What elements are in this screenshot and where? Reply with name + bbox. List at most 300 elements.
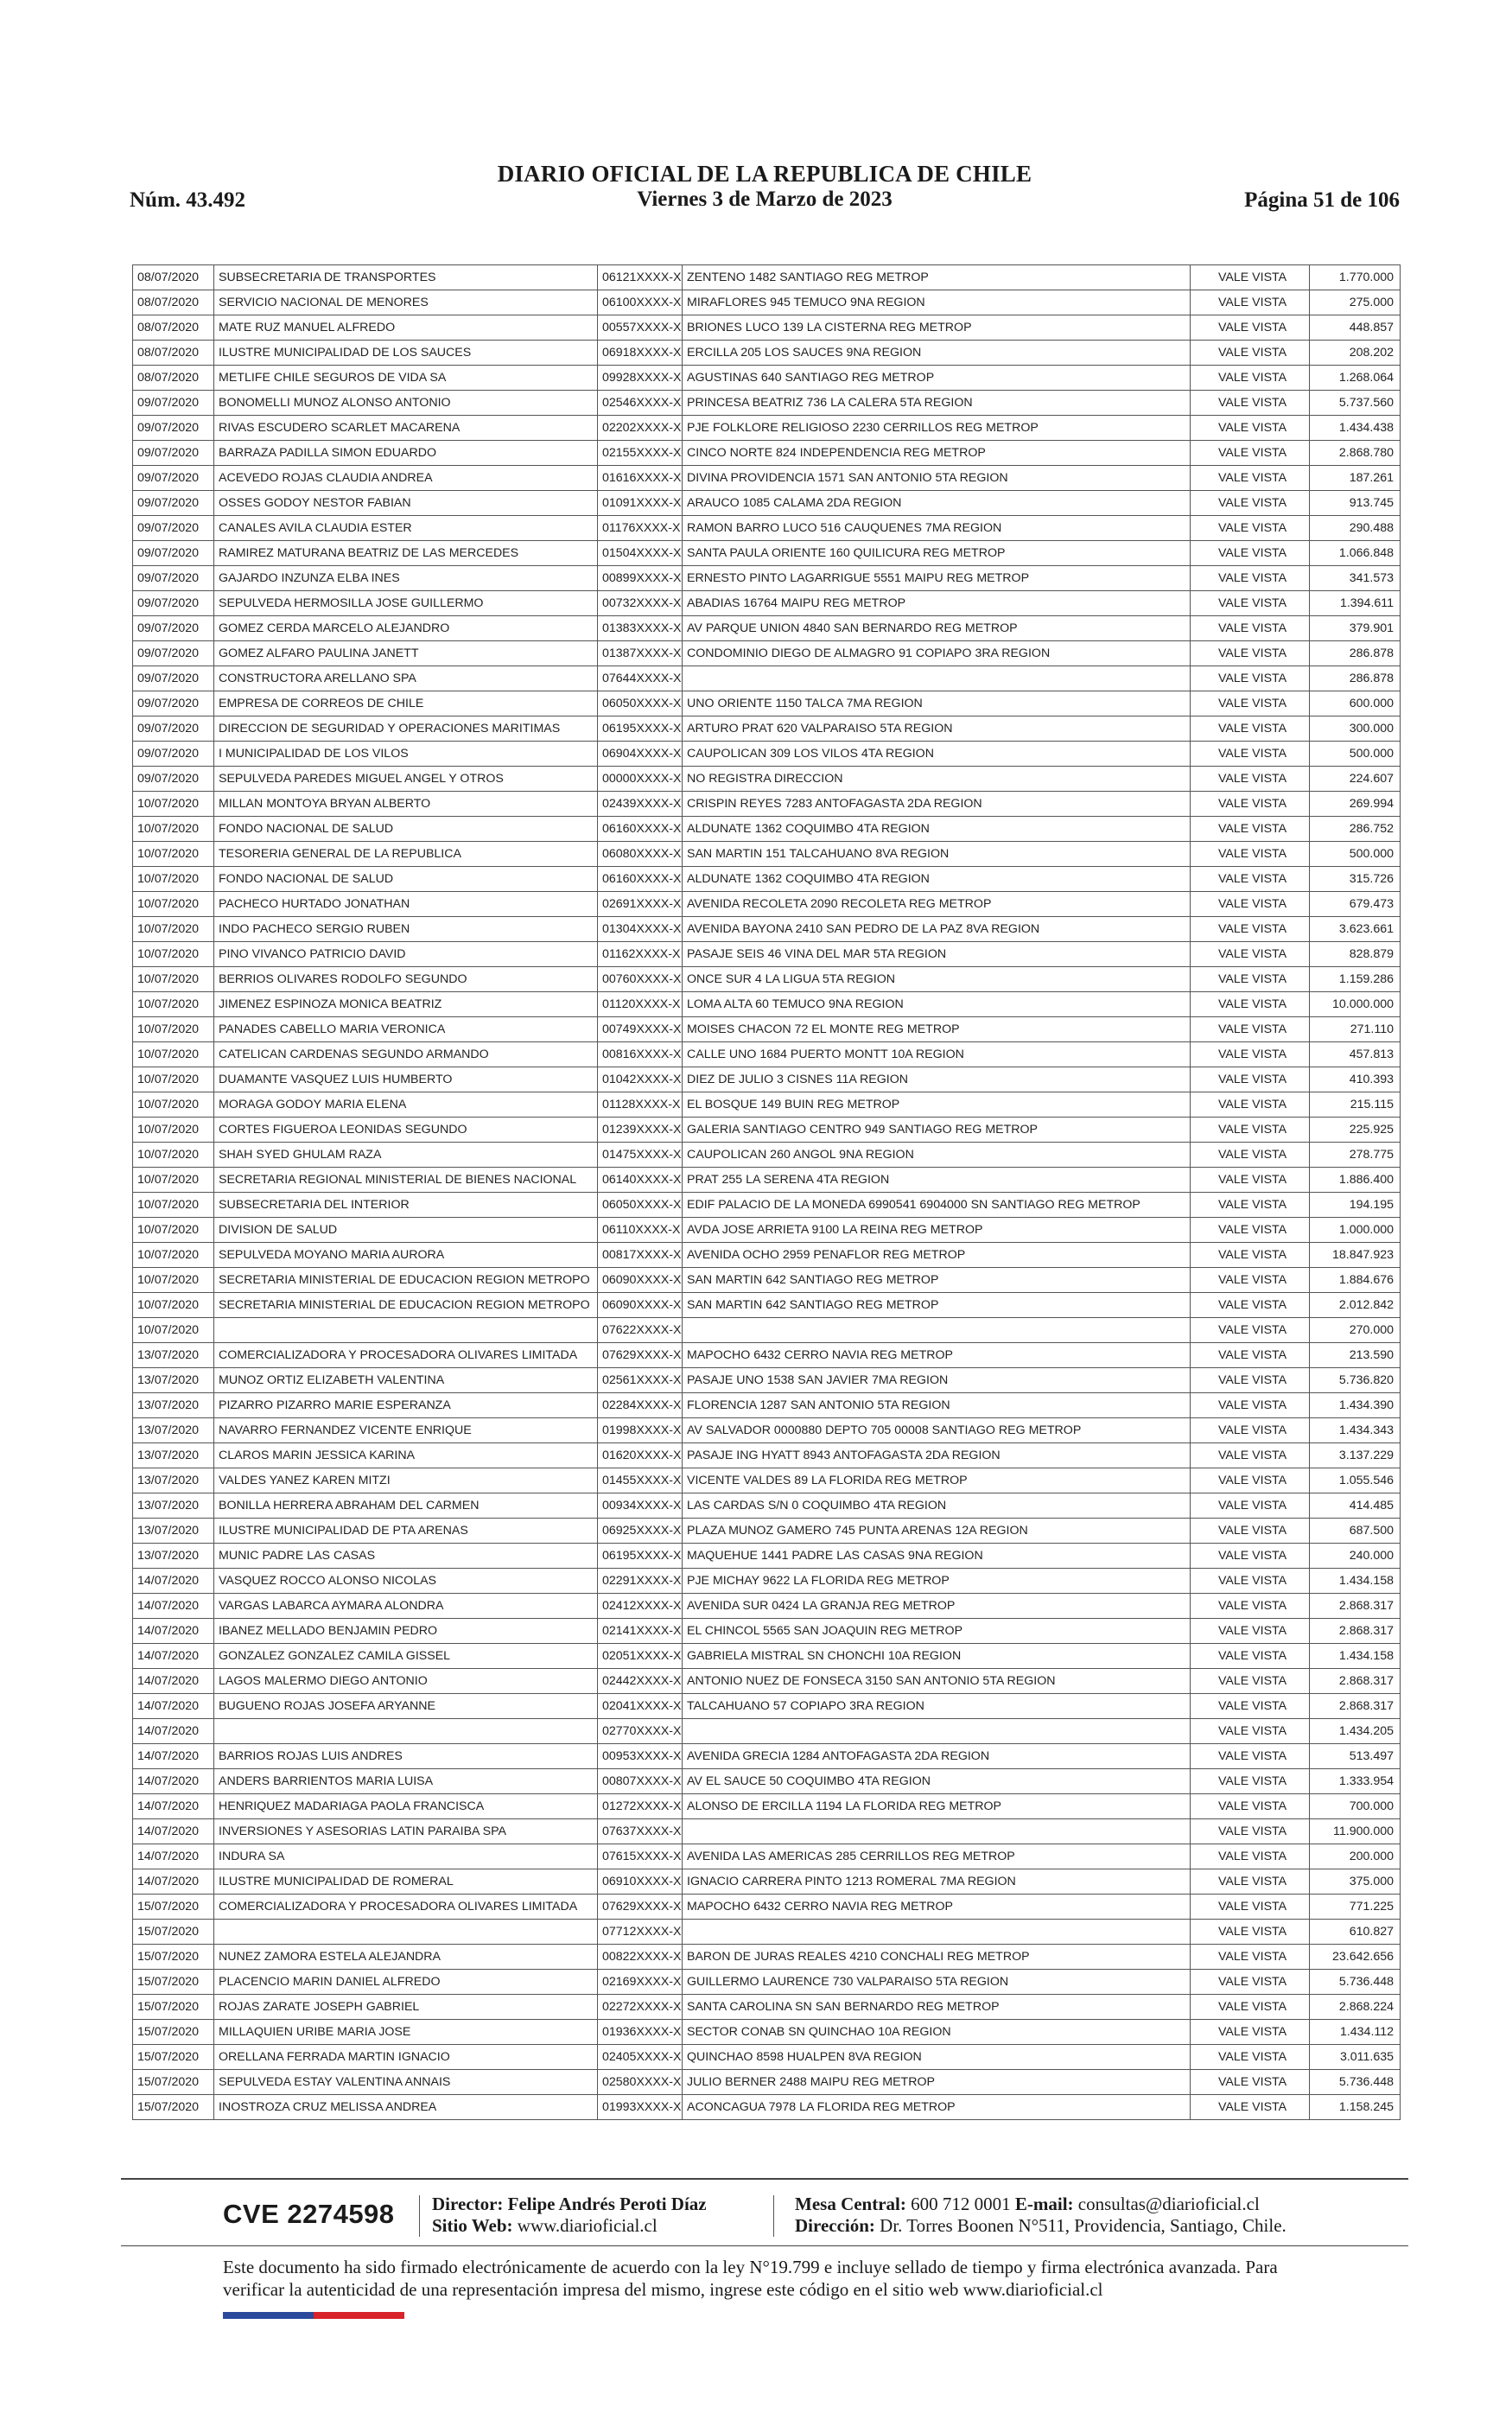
table-row xyxy=(133,516,1401,541)
date-cell: 10/07/2020 xyxy=(133,1017,214,1042)
payment-type-cell: VALE VISTA xyxy=(1191,1318,1310,1343)
name-cell: DUAMANTE VASQUEZ LUIS HUMBERTO xyxy=(214,1067,598,1092)
rut-cell: 06160XXXX-X xyxy=(598,817,683,842)
table-row xyxy=(133,1920,1401,1945)
rut-cell: 07622XXXX-X xyxy=(598,1318,683,1343)
table-row xyxy=(133,1844,1401,1869)
address-cell: AVENIDA SUR 0424 LA GRANJA REG METROP xyxy=(683,1594,1191,1619)
name-cell: I MUNICIPALIDAD DE LOS VILOS xyxy=(214,742,598,767)
rut-cell: 01120XXXX-X xyxy=(598,992,683,1017)
address-cell: QUINCHAO 8598 HUALPEN 8VA REGION xyxy=(683,2045,1191,2070)
table-row xyxy=(133,2070,1401,2095)
name-cell: SECRETARIA MINISTERIAL DE EDUCACION REGION METROPO xyxy=(214,1268,598,1293)
table-row xyxy=(133,691,1401,716)
date-cell: 09/07/2020 xyxy=(133,742,214,767)
date-cell: 14/07/2020 xyxy=(133,1594,214,1619)
rut-cell: 06910XXXX-X xyxy=(598,1869,683,1895)
payment-type-cell: VALE VISTA xyxy=(1191,1443,1310,1468)
name-cell: MATE RUZ MANUEL ALFREDO xyxy=(214,315,598,341)
address-cell xyxy=(683,666,1191,691)
address-cell: SAN MARTIN 151 TALCAHUANO 8VA REGION xyxy=(683,842,1191,867)
rut-cell: 02202XXXX-X xyxy=(598,416,683,441)
address-cell: GABRIELA MISTRAL SN CHONCHI 10A REGION xyxy=(683,1644,1191,1669)
table-row xyxy=(133,1970,1401,1995)
payment-type-cell: VALE VISTA xyxy=(1191,491,1310,516)
amount-cell: 286.878 xyxy=(1310,666,1401,691)
name-cell: PIZARRO PIZARRO MARIE ESPERANZA xyxy=(214,1393,598,1418)
publication-date: Viernes 3 de Marzo de 2023 xyxy=(637,188,893,211)
amount-cell: 11.900.000 xyxy=(1310,1819,1401,1844)
address-cell: AVENIDA LAS AMERICAS 285 CERRILLOS REG METROP xyxy=(683,1844,1191,1869)
address-cell xyxy=(683,1920,1191,1945)
rut-cell: 07637XXXX-X xyxy=(598,1819,683,1844)
payment-type-cell: VALE VISTA xyxy=(1191,1869,1310,1895)
name-cell: NAVARRO FERNANDEZ VICENTE ENRIQUE xyxy=(214,1418,598,1443)
payment-type-cell: VALE VISTA xyxy=(1191,1393,1310,1418)
name-cell: GAJARDO INZUNZA ELBA INES xyxy=(214,566,598,591)
name-cell: GOMEZ ALFARO PAULINA JANETT xyxy=(214,641,598,666)
rut-cell: 01936XXXX-X xyxy=(598,2020,683,2045)
name-cell: SECRETARIA MINISTERIAL DE EDUCACION REGION METROPO xyxy=(214,1293,598,1318)
address-cell: AV EL SAUCE 50 COQUIMBO 4TA REGION xyxy=(683,1769,1191,1794)
amount-cell: 500.000 xyxy=(1310,742,1401,767)
table-row xyxy=(133,1669,1401,1694)
legal-notice: Este documento ha sido firmado electrónicamente de acuerdo con la ley N°19.799 e incluye sellado de tiempo y firma electrónica avanzada. Para verificar la autenticidad de una representación impresa del mismo, ingrese este código en el sitio web www.diarioficial.cl xyxy=(223,2257,1278,2300)
date-cell: 14/07/2020 xyxy=(133,1769,214,1794)
date-cell: 09/07/2020 xyxy=(133,767,214,792)
payment-type-cell: VALE VISTA xyxy=(1191,1193,1310,1218)
table-row xyxy=(133,716,1401,742)
date-cell: 15/07/2020 xyxy=(133,1895,214,1920)
amount-cell: 5.736.448 xyxy=(1310,1970,1401,1995)
rut-cell: 02439XXXX-X xyxy=(598,792,683,817)
name-cell: SEPULVEDA PAREDES MIGUEL ANGEL Y OTROS xyxy=(214,767,598,792)
rut-cell: 01272XXXX-X xyxy=(598,1794,683,1819)
date-cell: 13/07/2020 xyxy=(133,1519,214,1544)
amount-cell: 215.115 xyxy=(1310,1092,1401,1118)
table-row xyxy=(133,992,1401,1017)
address-cell: SAN MARTIN 642 SANTIAGO REG METROP xyxy=(683,1268,1191,1293)
address-cell: ARAUCO 1085 CALAMA 2DA REGION xyxy=(683,491,1191,516)
amount-cell: 2.868.317 xyxy=(1310,1694,1401,1719)
payment-type-cell: VALE VISTA xyxy=(1191,1694,1310,1719)
table-row xyxy=(133,1794,1401,1819)
payment-type-cell: VALE VISTA xyxy=(1191,767,1310,792)
payment-type-cell: VALE VISTA xyxy=(1191,1343,1310,1368)
rut-cell: 00732XXXX-X xyxy=(598,591,683,616)
issue-number: Núm. 43.492 xyxy=(130,188,246,212)
name-cell: MILLAN MONTOYA BRYAN ALBERTO xyxy=(214,792,598,817)
payment-type-cell: VALE VISTA xyxy=(1191,641,1310,666)
date-cell: 09/07/2020 xyxy=(133,641,214,666)
rut-cell: 07712XXXX-X xyxy=(598,1920,683,1945)
name-cell: INDURA SA xyxy=(214,1844,598,1869)
address-cell: BARON DE JURAS REALES 4210 CONCHALI REG METROP xyxy=(683,1945,1191,1970)
table-row xyxy=(133,842,1401,867)
amount-cell: 2.868.780 xyxy=(1310,441,1401,466)
table-row xyxy=(133,1519,1401,1544)
address-cell: MOISES CHACON 72 EL MONTE REG METROP xyxy=(683,1017,1191,1042)
address-cell: PASAJE SEIS 46 VINA DEL MAR 5TA REGION xyxy=(683,942,1191,967)
amount-cell: 414.485 xyxy=(1310,1493,1401,1519)
date-cell: 10/07/2020 xyxy=(133,917,214,942)
address-cell: ARTURO PRAT 620 VALPARAISO 5TA REGION xyxy=(683,716,1191,742)
amount-cell: 290.488 xyxy=(1310,516,1401,541)
table-row xyxy=(133,566,1401,591)
address-cell: CAUPOLICAN 309 LOS VILOS 4TA REGION xyxy=(683,742,1191,767)
payment-type-cell: VALE VISTA xyxy=(1191,1493,1310,1519)
name-cell: METLIFE CHILE SEGUROS DE VIDA SA xyxy=(214,366,598,391)
website-link[interactable]: www.diarioficial.cl xyxy=(517,2215,658,2236)
table-row xyxy=(133,1619,1401,1644)
table-row xyxy=(133,1293,1401,1318)
name-cell xyxy=(214,1719,598,1744)
rut-cell: 01504XXXX-X xyxy=(598,541,683,566)
date-cell: 09/07/2020 xyxy=(133,566,214,591)
date-cell: 13/07/2020 xyxy=(133,1443,214,1468)
amount-cell: 286.752 xyxy=(1310,817,1401,842)
rut-cell: 02412XXXX-X xyxy=(598,1594,683,1619)
amount-cell: 275.000 xyxy=(1310,290,1401,315)
payment-type-cell: VALE VISTA xyxy=(1191,1544,1310,1569)
address-cell: CINCO NORTE 824 INDEPENDENCIA REG METROP xyxy=(683,441,1191,466)
payment-type-cell: VALE VISTA xyxy=(1191,1092,1310,1118)
address-cell: PRAT 255 LA SERENA 4TA REGION xyxy=(683,1168,1191,1193)
table-row xyxy=(133,541,1401,566)
address-cell: LAS CARDAS S/N 0 COQUIMBO 4TA REGION xyxy=(683,1493,1191,1519)
address-cell: CALLE UNO 1684 PUERTO MONTT 10A REGION xyxy=(683,1042,1191,1067)
amount-cell: 700.000 xyxy=(1310,1794,1401,1819)
payment-type-cell: VALE VISTA xyxy=(1191,441,1310,466)
table-row xyxy=(133,1869,1401,1895)
date-cell: 10/07/2020 xyxy=(133,1168,214,1193)
date-cell: 10/07/2020 xyxy=(133,1318,214,1343)
address-cell: CRISPIN REYES 7283 ANTOFAGASTA 2DA REGION xyxy=(683,792,1191,817)
table-row xyxy=(133,1243,1401,1268)
table-row xyxy=(133,1443,1401,1468)
rut-cell: 00749XXXX-X xyxy=(598,1017,683,1042)
date-cell: 10/07/2020 xyxy=(133,1243,214,1268)
payment-type-cell: VALE VISTA xyxy=(1191,566,1310,591)
name-cell: SEPULVEDA ESTAY VALENTINA ANNAIS xyxy=(214,2070,598,2095)
payment-type-cell: VALE VISTA xyxy=(1191,1945,1310,1970)
address-cell: GUILLERMO LAURENCE 730 VALPARAISO 5TA REGION xyxy=(683,1970,1191,1995)
rut-cell: 00760XXXX-X xyxy=(598,967,683,992)
table-row xyxy=(133,1644,1401,1669)
amount-cell: 513.497 xyxy=(1310,1744,1401,1769)
table-row xyxy=(133,1418,1401,1443)
rut-cell: 00953XXXX-X xyxy=(598,1744,683,1769)
publication-title: DIARIO OFICIAL DE LA REPUBLICA DE CHILE xyxy=(497,161,1032,187)
amount-cell: 600.000 xyxy=(1310,691,1401,716)
rut-cell: 02442XXXX-X xyxy=(598,1669,683,1694)
name-cell: VASQUEZ ROCCO ALONSO NICOLAS xyxy=(214,1569,598,1594)
table-row xyxy=(133,1493,1401,1519)
amount-cell: 375.000 xyxy=(1310,1869,1401,1895)
rut-cell: 06925XXXX-X xyxy=(598,1519,683,1544)
address-cell: DIEZ DE JULIO 3 CISNES 11A REGION xyxy=(683,1067,1191,1092)
name-cell: PANADES CABELLO MARIA VERONICA xyxy=(214,1017,598,1042)
address-cell: PRINCESA BEATRIZ 736 LA CALERA 5TA REGION xyxy=(683,391,1191,416)
payment-type-cell: VALE VISTA xyxy=(1191,1519,1310,1544)
payment-type-cell: VALE VISTA xyxy=(1191,817,1310,842)
rut-cell: 00822XXXX-X xyxy=(598,1945,683,1970)
table-row xyxy=(133,792,1401,817)
amount-cell: 213.590 xyxy=(1310,1343,1401,1368)
date-cell: 15/07/2020 xyxy=(133,1995,214,2020)
mesa-phone: 600 712 0001 xyxy=(911,2194,1011,2214)
rut-cell: 02405XXXX-X xyxy=(598,2045,683,2070)
table-row xyxy=(133,1042,1401,1067)
rut-cell: 07629XXXX-X xyxy=(598,1895,683,1920)
date-cell: 15/07/2020 xyxy=(133,2020,214,2045)
date-cell: 13/07/2020 xyxy=(133,1544,214,1569)
address-cell: ONCE SUR 4 LA LIGUA 5TA REGION xyxy=(683,967,1191,992)
name-cell: OSSES GODOY NESTOR FABIAN xyxy=(214,491,598,516)
name-cell: HENRIQUEZ MADARIAGA PAOLA FRANCISCA xyxy=(214,1794,598,1819)
date-cell: 13/07/2020 xyxy=(133,1343,214,1368)
name-cell: ANDERS BARRIENTOS MARIA LUISA xyxy=(214,1769,598,1794)
rut-cell: 02155XXXX-X xyxy=(598,441,683,466)
payment-type-cell: VALE VISTA xyxy=(1191,416,1310,441)
table-row xyxy=(133,1895,1401,1920)
name-cell: JIMENEZ ESPINOZA MONICA BEATRIZ xyxy=(214,992,598,1017)
table-row xyxy=(133,1092,1401,1118)
table-row xyxy=(133,315,1401,341)
date-cell: 09/07/2020 xyxy=(133,491,214,516)
amount-cell: 224.607 xyxy=(1310,767,1401,792)
table-row xyxy=(133,1945,1401,1970)
date-cell: 10/07/2020 xyxy=(133,1293,214,1318)
rut-cell: 06904XXXX-X xyxy=(598,742,683,767)
amount-cell: 1.434.438 xyxy=(1310,416,1401,441)
date-cell: 13/07/2020 xyxy=(133,1393,214,1418)
table-row xyxy=(133,491,1401,516)
name-cell: COMERCIALIZADORA Y PROCESADORA OLIVARES LIMITADA xyxy=(214,1895,598,1920)
director-name: Felipe Andrés Peroti Díaz xyxy=(507,2194,707,2214)
payment-type-cell: VALE VISTA xyxy=(1191,691,1310,716)
date-cell: 13/07/2020 xyxy=(133,1493,214,1519)
amount-cell: 1.886.400 xyxy=(1310,1168,1401,1193)
payment-type-cell: VALE VISTA xyxy=(1191,942,1310,967)
rut-cell: 01304XXXX-X xyxy=(598,917,683,942)
rut-cell: 06090XXXX-X xyxy=(598,1268,683,1293)
table-row xyxy=(133,1118,1401,1143)
name-cell: PINO VIVANCO PATRICIO DAVID xyxy=(214,942,598,967)
name-cell: FONDO NACIONAL DE SALUD xyxy=(214,867,598,892)
rut-cell: 02580XXXX-X xyxy=(598,2070,683,2095)
amount-cell: 5.736.820 xyxy=(1310,1368,1401,1393)
address-cell: ANTONIO NUEZ DE FONSECA 3150 SAN ANTONIO 5TA REGION xyxy=(683,1669,1191,1694)
amount-cell: 679.473 xyxy=(1310,892,1401,917)
table-row xyxy=(133,1168,1401,1193)
amount-cell: 1.770.000 xyxy=(1310,265,1401,290)
address-cell: VICENTE VALDES 89 LA FLORIDA REG METROP xyxy=(683,1468,1191,1493)
rut-cell: 01387XXXX-X xyxy=(598,641,683,666)
payment-type-cell: VALE VISTA xyxy=(1191,1619,1310,1644)
amount-cell: 200.000 xyxy=(1310,1844,1401,1869)
amount-cell: 2.868.317 xyxy=(1310,1619,1401,1644)
name-cell: COMERCIALIZADORA Y PROCESADORA OLIVARES LIMITADA xyxy=(214,1343,598,1368)
address-cell: EL CHINCOL 5565 SAN JOAQUIN REG METROP xyxy=(683,1619,1191,1644)
address-cell: AGUSTINAS 640 SANTIAGO REG METROP xyxy=(683,366,1191,391)
name-cell: ROJAS ZARATE JOSEPH GABRIEL xyxy=(214,1995,598,2020)
date-cell: 15/07/2020 xyxy=(133,1920,214,1945)
amount-cell: 1.434.158 xyxy=(1310,1644,1401,1669)
date-cell: 15/07/2020 xyxy=(133,2045,214,2070)
footer-top-rule xyxy=(121,2178,1408,2180)
payment-type-cell: VALE VISTA xyxy=(1191,1143,1310,1168)
address-cell: PLAZA MUNOZ GAMERO 745 PUNTA ARENAS 12A REGION xyxy=(683,1519,1191,1544)
rut-cell: 00934XXXX-X xyxy=(598,1493,683,1519)
payment-type-cell: VALE VISTA xyxy=(1191,315,1310,341)
rut-cell: 02291XXXX-X xyxy=(598,1569,683,1594)
name-cell: IBANEZ MELLADO BENJAMIN PEDRO xyxy=(214,1619,598,1644)
address-cell: RAMON BARRO LUCO 516 CAUQUENES 7MA REGION xyxy=(683,516,1191,541)
amount-cell: 2.012.842 xyxy=(1310,1293,1401,1318)
amount-cell: 10.000.000 xyxy=(1310,992,1401,1017)
address-cell: SECTOR CONAB SN QUINCHAO 10A REGION xyxy=(683,2020,1191,2045)
amount-cell: 23.642.656 xyxy=(1310,1945,1401,1970)
email-link[interactable]: consultas@diarioficial.cl xyxy=(1077,2194,1260,2214)
name-cell: CONSTRUCTORA ARELLANO SPA xyxy=(214,666,598,691)
rut-cell: 01383XXXX-X xyxy=(598,616,683,641)
table-row xyxy=(133,817,1401,842)
table-row xyxy=(133,666,1401,691)
payment-type-cell: VALE VISTA xyxy=(1191,466,1310,491)
table-row xyxy=(133,265,1401,290)
name-cell: VARGAS LABARCA AYMARA ALONDRA xyxy=(214,1594,598,1619)
date-cell: 09/07/2020 xyxy=(133,516,214,541)
rut-cell: 01475XXXX-X xyxy=(598,1143,683,1168)
payment-type-cell: VALE VISTA xyxy=(1191,666,1310,691)
payment-type-cell: VALE VISTA xyxy=(1191,1017,1310,1042)
address-cell: MIRAFLORES 945 TEMUCO 9NA REGION xyxy=(683,290,1191,315)
payment-type-cell: VALE VISTA xyxy=(1191,1920,1310,1945)
amount-cell: 1.159.286 xyxy=(1310,967,1401,992)
name-cell: TESORERIA GENERAL DE LA REPUBLICA xyxy=(214,842,598,867)
rut-cell: 06121XXXX-X xyxy=(598,265,683,290)
address-cell xyxy=(683,1819,1191,1844)
address-cell: ERNESTO PINTO LAGARRIGUE 5551 MAIPU REG METROP xyxy=(683,566,1191,591)
amount-cell: 1.434.158 xyxy=(1310,1569,1401,1594)
rut-cell: 06090XXXX-X xyxy=(598,1293,683,1318)
table-row xyxy=(133,1468,1401,1493)
name-cell: MILLAQUIEN URIBE MARIA JOSE xyxy=(214,2020,598,2045)
payment-type-cell: VALE VISTA xyxy=(1191,391,1310,416)
amount-cell: 208.202 xyxy=(1310,341,1401,366)
address-cell: ZENTENO 1482 SANTIAGO REG METROP xyxy=(683,265,1191,290)
payment-type-cell: VALE VISTA xyxy=(1191,892,1310,917)
payment-type-cell: VALE VISTA xyxy=(1191,1719,1310,1744)
address-cell: MAPOCHO 6432 CERRO NAVIA REG METROP xyxy=(683,1895,1191,1920)
rut-cell: 00817XXXX-X xyxy=(598,1243,683,1268)
date-cell: 09/07/2020 xyxy=(133,541,214,566)
address-cell: NO REGISTRA DIRECCION xyxy=(683,767,1191,792)
rut-cell: 01455XXXX-X xyxy=(598,1468,683,1493)
address-cell: SAN MARTIN 642 SANTIAGO REG METROP xyxy=(683,1293,1191,1318)
table-row xyxy=(133,341,1401,366)
payment-type-cell: VALE VISTA xyxy=(1191,1669,1310,1694)
amount-cell: 500.000 xyxy=(1310,842,1401,867)
rut-cell: 01128XXXX-X xyxy=(598,1092,683,1118)
name-cell: SUBSECRETARIA DEL INTERIOR xyxy=(214,1193,598,1218)
rut-cell: 06195XXXX-X xyxy=(598,1544,683,1569)
amount-cell: 828.879 xyxy=(1310,942,1401,967)
table-row xyxy=(133,867,1401,892)
date-cell: 14/07/2020 xyxy=(133,1869,214,1895)
table-row xyxy=(133,1193,1401,1218)
name-cell: ACEVEDO ROJAS CLAUDIA ANDREA xyxy=(214,466,598,491)
payment-type-cell: VALE VISTA xyxy=(1191,1794,1310,1819)
name-cell: INOSTROZA CRUZ MELISSA ANDREA xyxy=(214,2095,598,2120)
payment-type-cell: VALE VISTA xyxy=(1191,616,1310,641)
name-cell: ILUSTRE MUNICIPALIDAD DE PTA ARENAS xyxy=(214,1519,598,1544)
table-row xyxy=(133,2095,1401,2120)
payment-type-cell: VALE VISTA xyxy=(1191,1744,1310,1769)
amount-cell: 2.868.317 xyxy=(1310,1669,1401,1694)
payment-type-cell: VALE VISTA xyxy=(1191,792,1310,817)
name-cell: VALDES YANEZ KAREN MITZI xyxy=(214,1468,598,1493)
amount-cell: 225.925 xyxy=(1310,1118,1401,1143)
name-cell: ILUSTRE MUNICIPALIDAD DE ROMERAL xyxy=(214,1869,598,1895)
name-cell: ORELLANA FERRADA MARTIN IGNACIO xyxy=(214,2045,598,2070)
payment-type-cell: VALE VISTA xyxy=(1191,516,1310,541)
name-cell: CORTES FIGUEROA LEONIDAS SEGUNDO xyxy=(214,1118,598,1143)
address-cell: SANTA PAULA ORIENTE 160 QUILICURA REG METROP xyxy=(683,541,1191,566)
date-cell: 09/07/2020 xyxy=(133,591,214,616)
rut-cell: 07644XXXX-X xyxy=(598,666,683,691)
payment-type-cell: VALE VISTA xyxy=(1191,2070,1310,2095)
rut-cell: 02041XXXX-X xyxy=(598,1694,683,1719)
address-cell: TALCAHUANO 57 COPIAPO 3RA REGION xyxy=(683,1694,1191,1719)
date-cell: 10/07/2020 xyxy=(133,1143,214,1168)
cve-code: CVE 2274598 xyxy=(223,2199,395,2229)
amount-cell: 1.158.245 xyxy=(1310,2095,1401,2120)
rut-cell: 01616XXXX-X xyxy=(598,466,683,491)
date-cell: 14/07/2020 xyxy=(133,1569,214,1594)
address-cell: PASAJE UNO 1538 SAN JAVIER 7MA REGION xyxy=(683,1368,1191,1393)
payment-type-cell: VALE VISTA xyxy=(1191,1118,1310,1143)
address-cell: ABADIAS 16764 MAIPU REG METROP xyxy=(683,591,1191,616)
payment-type-cell: VALE VISTA xyxy=(1191,591,1310,616)
rut-cell: 06140XXXX-X xyxy=(598,1168,683,1193)
table-row xyxy=(133,967,1401,992)
date-cell: 09/07/2020 xyxy=(133,691,214,716)
table-row xyxy=(133,767,1401,792)
name-cell: RAMIREZ MATURANA BEATRIZ DE LAS MERCEDES xyxy=(214,541,598,566)
payment-type-cell: VALE VISTA xyxy=(1191,2020,1310,2045)
address-cell: LOMA ALTA 60 TEMUCO 9NA REGION xyxy=(683,992,1191,1017)
amount-cell: 913.745 xyxy=(1310,491,1401,516)
blue-stripe xyxy=(223,2312,314,2319)
rut-cell: 06050XXXX-X xyxy=(598,691,683,716)
name-cell: INVERSIONES Y ASESORIAS LATIN PARAIBA SPA xyxy=(214,1819,598,1844)
address-cell: AVENIDA BAYONA 2410 SAN PEDRO DE LA PAZ 8VA REGION xyxy=(683,917,1191,942)
rut-cell: 00807XXXX-X xyxy=(598,1769,683,1794)
address-cell: PJE MICHAY 9622 LA FLORIDA REG METROP xyxy=(683,1569,1191,1594)
date-cell: 10/07/2020 xyxy=(133,1042,214,1067)
date-cell: 14/07/2020 xyxy=(133,1619,214,1644)
date-cell: 14/07/2020 xyxy=(133,1844,214,1869)
name-cell xyxy=(214,1318,598,1343)
amount-cell: 3.011.635 xyxy=(1310,2045,1401,2070)
address-cell: GALERIA SANTIAGO CENTRO 949 SANTIAGO REG METROP xyxy=(683,1118,1191,1143)
address-cell: JULIO BERNER 2488 MAIPU REG METROP xyxy=(683,2070,1191,2095)
name-cell: BARRIOS ROJAS LUIS ANDRES xyxy=(214,1744,598,1769)
date-cell: 10/07/2020 xyxy=(133,892,214,917)
table-row xyxy=(133,1744,1401,1769)
